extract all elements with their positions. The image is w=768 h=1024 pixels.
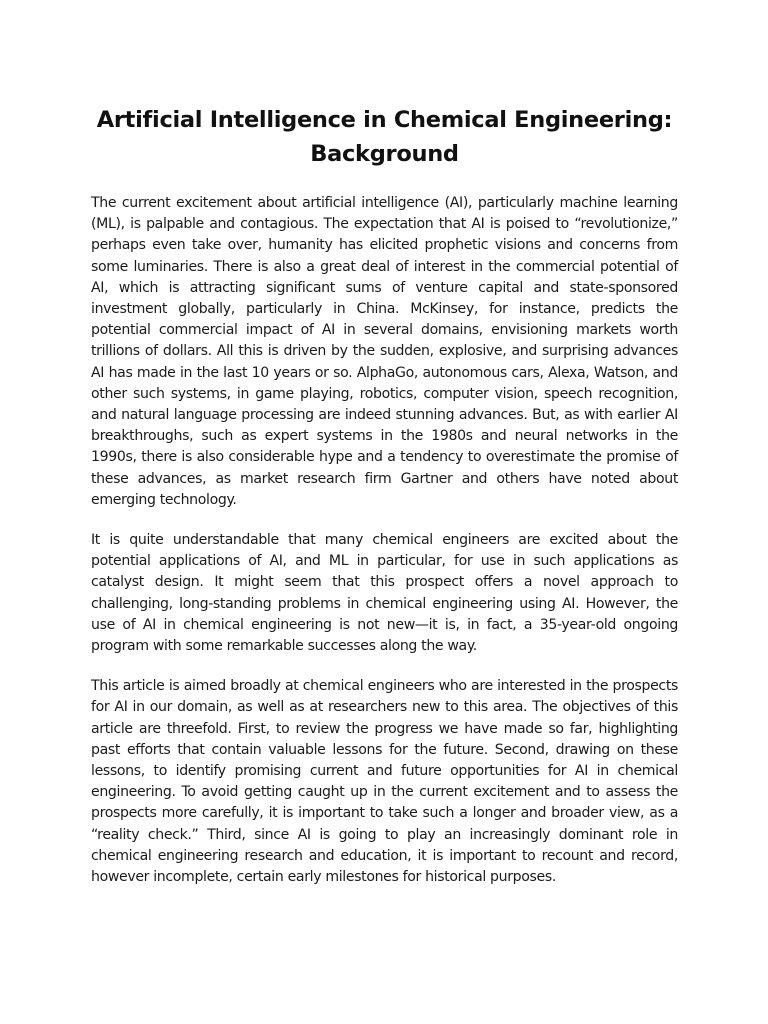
- document-title: Artificial Intelligence in Chemical Engineering: Background: [96, 107, 673, 167]
- paragraph-intro: The current excitement about artificial intelligence (AI), particularly machine learning (ML), is palpable and contagious. The expectation that AI is poised to “revolutionize,” perhaps even take over, humanity has elicited prophetic visions and concerns from some luminaries. There is also a great deal of interest in the commercial potential of AI, which is attracting significant sums of venture capital and state-sponsored investment globally, particularly in China. McKinsey, for instance, predicts the potential commercial impact of AI in several domains, envisioning markets worth trillions of dollars. All this is driven by the sudden, explosive, and surprising advances AI has made in the last 10 years or so. AlphaGo, autonomous cars, Alexa, Watson, and other such systems, in game playing, robotics, computer vision, speech recognition, and natural language processing are indeed stunning advances. But, as with earlier AI breakthroughs, such as expert systems in the 1980s and neural networks in the 1990s, there is also considerable hype and a tendency to overestimate the promise of these advances, as market research firm Gartner and others have noted about emerging technology.: [91, 195, 678, 508]
- paragraph-objectives: This article is aimed broadly at chemical engineers who are interested in the prospects for AI in our domain, as well as at researchers new to this area. The objectives of this article are threefold. First, to review the progress we have made so far, highlighting past efforts that contain valuable lessons for the future. Second, drawing on these lessons, to identify promising current and future opportunities for AI in chemical engineering. To avoid getting caught up in the current excitement and to assess the prospects more carefully, it is important to take such a longer and broader view, as a “reality check.” Third, since AI is going to play an increasingly dominant role in chemical engineering research and education, it is important to recount and record, however incomplete, certain early milestones for historical purposes.: [91, 678, 678, 886]
- paragraph-chemical-engineers: It is quite understandable that many chemical engineers are excited about the potential applications of AI, and ML in particular, for use in such applications as catalyst design. It might seem that this prospect offers a novel approach to challenging, long-standing problems in chemical engineering using AI. However, the use of AI in chemical engineering is not new—it is, in fact, a 35-year-old ongoing program with some remarkable successes along the way.: [91, 532, 678, 655]
